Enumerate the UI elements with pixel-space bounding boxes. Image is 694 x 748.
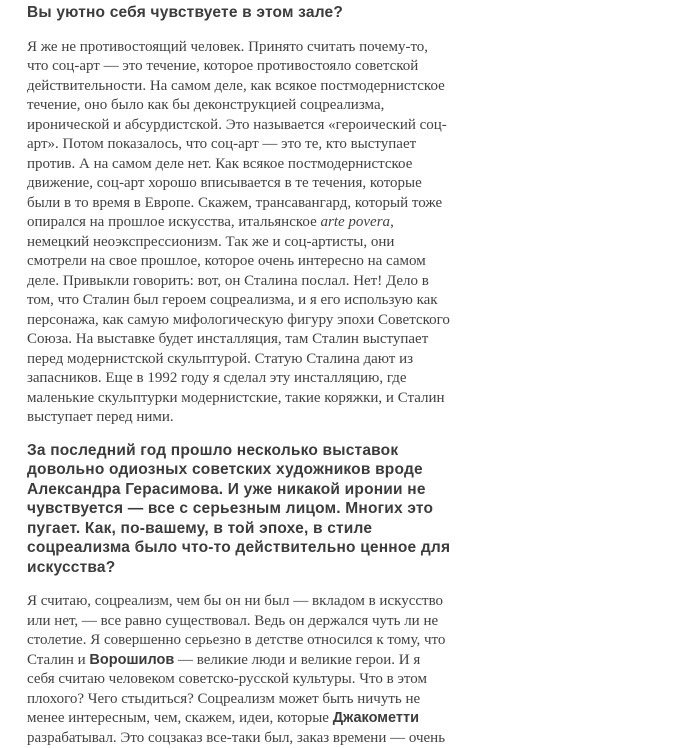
interview-answer-2 <box>27 592 451 748</box>
text-run: Я же не противостоящий человек. Принято считать почему-то, что соц-арт — это течение, которое противостояло советской действительности. На самом деле, как всякое постмодернистское течение, оно было как бы деконструкцией соцреализма, иронической и абсурдистской. Это называется «героический соц-арт». Потом показалось, что соц-арт — это те, кто выступает против. А на самом деле нет. Как всякое постмодернистское движение, соц-арт хорошо вписывается в те течения, которые были в то время в Европе. Скажем, трансавангард, который тоже опирался на прошлое искусства, итальянское <box>27 38 447 230</box>
italic-text-run: arte povera <box>320 214 391 230</box>
text-run: разрабатывал. Это соцзаказ все-таки был, заказ времени — очень <box>27 729 446 746</box>
bold-name-text-run: Ворошилов <box>89 651 175 668</box>
interview-question-2 <box>27 441 451 578</box>
text-run: — великие люди и великие герои. И я себя считаю человеком советско-русской культуры. Что в этом плохого? Чего стыдиться? Соцреализм может быть ничуть не менее интересным, чем, скажем, идеи, которые <box>27 651 427 726</box>
interview-question-1 <box>27 3 451 23</box>
bold-name-text-run: Джакометти <box>332 710 420 726</box>
text-run: Вы уютно себя чувствуете в этом зале? <box>27 4 344 21</box>
text-run: За последний год прошло несколько выставок довольно одиозных советских художников вроде Александра Герасимова. И уже никакой иронии не чувствуется — все с серьезным лицом. Многих это пугает. Как, по-вашему, в той эпохе, в стиле соцреализма было что-то действительно ценное для искусства? <box>27 441 451 576</box>
interview-answer-1 <box>27 38 451 428</box>
text-run: , немецкий неоэкспрессионизм. Так же и соц-артисты, они смотрели на свое прошлое, которое очень интересно на самом деле. Привыкли говорить: вот, он Сталина послал. Нет! Дело в том, что Сталин был героем соцреализма, и я его использую как персонажа, как самую мифологическую фигуру эпохи Советского Союза. На выставке будет инсталляция, там Сталин выступает перед модернистской скульптурой. Статую Сталина дают из запасников. Еще в 1992 году я сделал эту инсталляцию, где маленькие скульптурки модернистские, такие коряжки, и Сталин выступает перед ними. <box>27 214 450 425</box>
text-run: Я считаю, соцреализм, чем бы он ни был — вкладом в искусство или нет, — все равно существовал. Ведь он держался чуть ли не столетие. Я совершенно серьезно в детстве относился к тому, что Сталин и <box>27 593 446 668</box>
